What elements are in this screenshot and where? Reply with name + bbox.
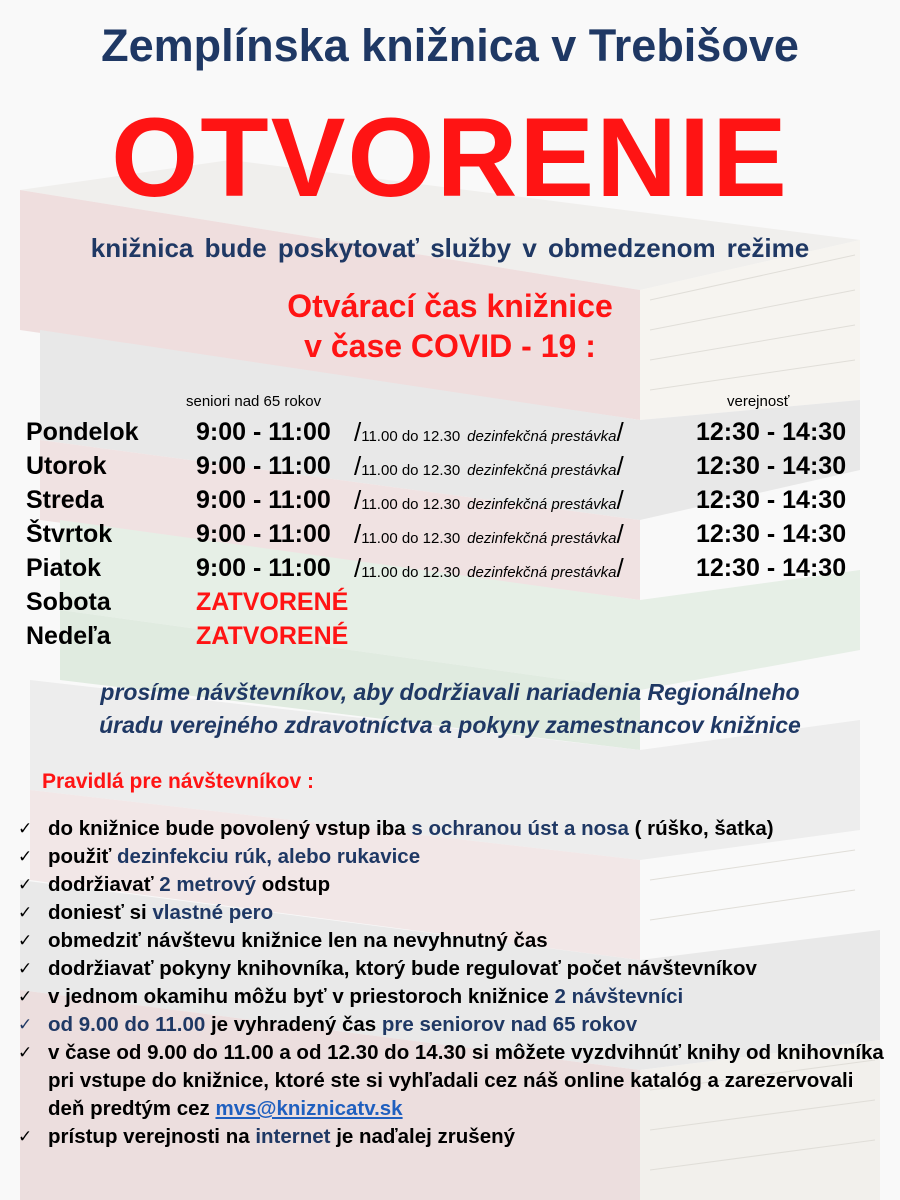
seniors-column-heading: seniori nad 65 rokov (186, 393, 322, 410)
opening-hours-title-line1: Otvárací čas knižnice (287, 288, 613, 324)
rule-item: ✓ v jednom okamihu môžu byť v priestoroch knižnice 2 návštevníci (18, 983, 890, 1011)
schedule-row-wednesday (26, 483, 896, 517)
break-note: /11.00 do 12.30 dezinfekčná prestávka/ (354, 553, 624, 583)
rule-item: ✓ dodržiavať 2 metrový odstup (18, 871, 890, 899)
schedule-row-saturday (26, 585, 896, 619)
visitor-appeal-line2: úradu verejného zdravotníctva a pokyny zamestnancov knižnice (99, 712, 801, 738)
senior-hours: 9:00 - 11:00 (196, 418, 331, 446)
break-note: /11.00 do 12.30 dezinfekčná prestávka/ (354, 417, 624, 447)
senior-hours: 9:00 - 11:00 (196, 520, 331, 548)
rule-item: ✓ do knižnice bude povolený vstup iba s ochranou úst a nosa ( rúško, šatka) (18, 815, 890, 843)
senior-hours: 9:00 - 11:00 (196, 452, 331, 480)
opening-headline: OTVORENIE (111, 95, 789, 220)
rule-item: ✓ prístup verejnosti na internet je naďalej zrušený (18, 1123, 890, 1151)
visitor-appeal (0, 676, 900, 742)
checkmark-icon: ✓ (18, 1127, 33, 1146)
public-column-heading: verejnosť (727, 393, 790, 410)
rules-list (18, 815, 890, 1151)
checkmark-icon: ✓ (18, 959, 33, 978)
rule-item: ✓ dodržiavať pokyny knihovníka, ktorý bude regulovať počet návštevníkov (18, 955, 890, 983)
opening-hours-title-line2: v čase COVID - 19 : (304, 328, 596, 364)
day-label: Piatok (26, 554, 102, 582)
checkmark-icon: ✓ (18, 903, 33, 922)
day-label: Streda (26, 486, 104, 514)
schedule-row-friday (26, 551, 896, 585)
closed-label: ZATVORENÉ (196, 588, 349, 616)
opening-hours-title (0, 286, 900, 366)
senior-hours: 9:00 - 11:00 (196, 554, 331, 582)
day-label: Štvrtok (26, 520, 113, 548)
checkmark-icon: ✓ (18, 1015, 33, 1034)
rule-item: ✓ obmedziť návštevu knižnice len na nevyhnutný čas (18, 927, 890, 955)
checkmark-icon: ✓ (18, 987, 33, 1006)
email-link[interactable]: mvs@kniznicatv.sk (215, 1097, 403, 1120)
break-note: /11.00 do 12.30 dezinfekčná prestávka/ (354, 519, 624, 549)
schedule-row-tuesday (26, 449, 896, 483)
schedule-row-thursday (26, 517, 896, 551)
checkmark-icon: ✓ (18, 931, 33, 950)
rule-item: ✓ použiť dezinfekciu rúk, alebo rukavice (18, 843, 890, 871)
senior-hours: 9:00 - 11:00 (196, 486, 331, 514)
checkmark-icon: ✓ (18, 847, 33, 866)
closed-label: ZATVORENÉ (196, 622, 349, 650)
break-note: /11.00 do 12.30 dezinfekčná prestávka/ (354, 451, 624, 481)
public-hours: 12:30 - 14:30 (696, 452, 847, 480)
public-hours: 12:30 - 14:30 (696, 418, 847, 446)
rule-item: ✓ v čase od 9.00 do 11.00 a od 12.30 do 14.30 si môžete vyzdvihnúť knihy od knihovníka pri vstupe do knižnice, ktoré ste si vyhľadali cez náš online katalóg a zarezervovali deň predtým cez mvs@kniznicatv.sk (18, 1041, 884, 1120)
rule-item: ✓ od 9.00 do 11.00 je vyhradený čas pre seniorov nad 65 rokov (18, 1011, 890, 1039)
visitor-appeal-line1: prosíme návštevníkov, aby dodržiavali nariadenia Regionálneho (100, 679, 800, 705)
day-label: Nedeľa (26, 622, 111, 650)
schedule-row-monday (26, 415, 896, 449)
rule-item: ✓ doniesť si vlastné pero (18, 899, 890, 927)
library-name-title: Zemplínska knižnica v Trebišove (101, 20, 799, 71)
schedule-row-sunday (26, 619, 896, 653)
break-note: /11.00 do 12.30 dezinfekčná prestávka/ (354, 485, 624, 515)
public-hours: 12:30 - 14:30 (696, 554, 847, 582)
public-hours: 12:30 - 14:30 (696, 520, 847, 548)
rules-title: Pravidlá pre návštevníkov : (42, 770, 314, 793)
checkmark-icon: ✓ (18, 819, 33, 838)
checkmark-icon: ✓ (18, 875, 33, 894)
public-hours: 12:30 - 14:30 (696, 486, 847, 514)
day-label: Utorok (26, 452, 107, 480)
checkmark-icon: ✓ (18, 1043, 33, 1062)
day-label: Pondelok (26, 418, 139, 446)
day-label: Sobota (26, 588, 111, 616)
service-notice-subtitle: knižnica bude poskytovať služby v obmedzenom režime (90, 233, 810, 263)
